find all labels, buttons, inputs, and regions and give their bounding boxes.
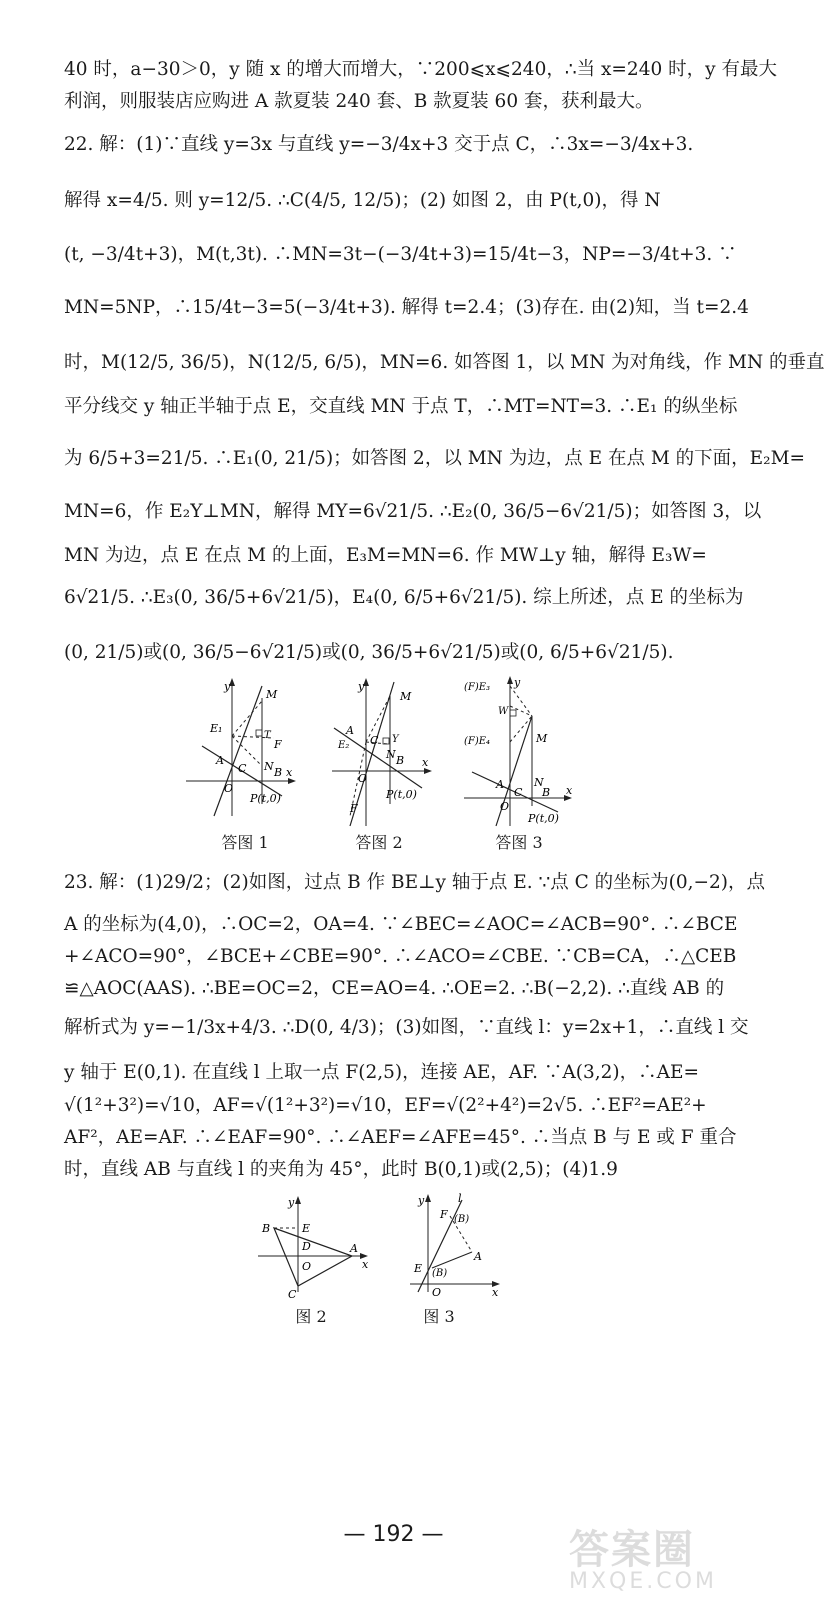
fig-label: y <box>224 680 231 693</box>
fig-label: O <box>302 1260 312 1273</box>
fig-label: C <box>370 734 379 747</box>
fig-label: F <box>274 738 282 751</box>
fig-label: M <box>400 690 412 703</box>
fig-label: C <box>514 786 523 799</box>
text-line: 平分线交 y 轴正半轴于点 E，交直线 MN 于点 T，∴MT=NT=3. ∴E₁ 的纵坐标 <box>64 396 738 417</box>
fig-label: (F)E₃ <box>464 682 491 693</box>
fig-label: x <box>286 766 293 779</box>
fig-label: l <box>458 1192 462 1205</box>
text-line: ≌△AOC(AAS). ∴BE=OC=2，CE=AO=4. ∴OE=2. ∴B(−2,2). ∴直线 AB 的 <box>64 978 725 999</box>
text-line: MN=6，作 E₂Y⊥MN，解得 MY=6√21/5. ∴E₂(0, 36/5−6√21/5)；如答图 3，以 <box>64 501 762 522</box>
fig-label: O <box>224 782 234 795</box>
fig-label: O <box>432 1286 442 1299</box>
fig-label: x <box>566 784 573 797</box>
figure-23-2 <box>254 1192 374 1302</box>
text-line: AF²，AE=AF. ∴∠EAF=90°. ∴∠AEF=∠AFE=45°. ∴当点 B 与 E 或 F 重合 <box>64 1127 737 1148</box>
fig-label: F <box>440 1208 448 1221</box>
fig-label: (F)E₄ <box>464 736 491 747</box>
fig-label: A <box>496 778 504 791</box>
text-line: 解得 x=4/5. 则 y=12/5. ∴C(4/5, 12/5)；(2) 如图 2，由 P(t,0)，得 N <box>64 190 661 211</box>
fig-label: N <box>534 776 544 789</box>
fig-label: M <box>536 732 548 745</box>
text-line: 22. 解：(1)∵直线 y=3x 与直线 y=−3/4x+3 交于点 C，∴3x=−3/4x+3. <box>64 134 694 155</box>
figure-answer-3 <box>462 676 582 836</box>
text-line: 利润，则服装店应购进 A 款夏装 240 套、B 款夏装 60 套，获利最大。 <box>64 91 654 112</box>
text-line: 为 6/5+3=21/5. ∴E₁(0, 21/5)；如答图 2，以 MN 为边，点 E 在点 M 的下面，E₂M= <box>64 448 806 469</box>
fig-label: W <box>498 706 509 717</box>
fig-label: O <box>358 772 368 785</box>
text-line: y 轴于 E(0,1). 在直线 l 上取一点 F(2,5)，连接 AE，AF. ∵A(3,2)，∴AE= <box>64 1062 699 1083</box>
fig-label: x <box>492 1286 499 1299</box>
figure-answer-2 <box>330 676 440 836</box>
fig-label: P(t,0) <box>528 812 559 825</box>
fig-label: B <box>262 1222 271 1235</box>
fig-label: x <box>422 756 429 769</box>
page-number: — 192 — <box>343 1522 444 1547</box>
fig-label: E <box>414 1262 423 1275</box>
fig-label: C <box>288 1288 297 1301</box>
fig-label: O <box>500 800 510 813</box>
fig-label: E₁ <box>210 722 223 735</box>
text-line: √(1²+3²)=√10，AF=√(1²+3²)=√10，EF=√(2²+4²)=2√5. ∴EF²=AE²+ <box>64 1095 707 1116</box>
fig-label: D <box>302 1240 311 1253</box>
figure-caption: 图 3 <box>423 1307 455 1326</box>
fig-label: E <box>302 1222 311 1235</box>
text-line: 解析式为 y=−1/3x+4/3. ∴D(0, 4/3)；(3)如图，∵直线 l：y=2x+1，∴直线 l 交 <box>64 1017 749 1038</box>
text-line: MN 为边，点 E 在点 M 的上面，E₃M=MN=6. 作 MW⊥y 轴，解得 E₃W= <box>64 545 707 566</box>
fig-label: y <box>288 1196 295 1209</box>
fig-label: x <box>362 1258 369 1271</box>
text-line: MN=5NP，∴15/4t−3=5(−3/4t+3). 解得 t=2.4；(3)存在. 由(2)知，当 t=2.4 <box>64 297 749 318</box>
text-line: 6√21/5. ∴E₃(0, 36/5+6√21/5)，E₄(0, 6/5+6√21/5). 综上所述，点 E 的坐标为 <box>64 587 744 608</box>
watermark-main: 答案圈 <box>569 1527 695 1573</box>
watermark-logo <box>569 1518 769 1594</box>
figure-caption: 答图 1 <box>221 833 269 852</box>
fig-label: F <box>350 802 358 815</box>
figure-caption: 答图 2 <box>355 833 403 852</box>
fig-label: A <box>346 724 354 737</box>
fig-label: A <box>216 754 224 767</box>
fig-label: C <box>238 762 247 775</box>
fig-label: (B) <box>432 1268 448 1279</box>
fig-label: y <box>358 680 365 693</box>
text-line: 时，直线 AB 与直线 l 的夹角为 45°，此时 B(0,1)或(2,5)；(4)1.9 <box>64 1159 618 1180</box>
watermark-sub: MXQE.COM <box>569 1569 717 1594</box>
text-line: A 的坐标为(4,0)，∴OC=2，OA=4. ∵∠BEC=∠AOC=∠ACB=90°. ∴∠BCE <box>64 914 738 935</box>
text-line: (0, 21/5)或(0, 36/5−6√21/5)或(0, 36/5+6√21/5)或(0, 6/5+6√21/5). <box>64 642 674 663</box>
fig-label: A <box>350 1242 358 1255</box>
fig-label: N <box>386 748 396 761</box>
figure-caption: 图 2 <box>295 1307 327 1326</box>
fig-label: y <box>514 676 521 689</box>
figure-23-3 <box>402 1192 512 1302</box>
fig-label: T <box>264 730 271 741</box>
text-line: 40 时，a−30＞0，y 随 x 的增大而增大，∵200⩽x⩽240，∴当 x=240 时，y 有最大 <box>64 59 777 80</box>
fig-label: B <box>542 786 551 799</box>
text-line: +∠ACO=90°，∠BCE+∠CBE=90°. ∴∠ACO=∠CBE. ∵CB=CA，∴△CEB <box>64 946 737 967</box>
fig-label: A <box>474 1250 482 1263</box>
fig-label: Y <box>392 734 399 745</box>
fig-label: P(t,0) <box>250 792 281 805</box>
fig-label: B <box>274 766 283 779</box>
fig-label: M <box>266 688 278 701</box>
figure-answer-1 <box>182 676 302 826</box>
fig-label: y <box>418 1194 425 1207</box>
text-line: (t, −3/4t+3)，M(t,3t). ∴MN=3t−(−3/4t+3)=15/4t−3，NP=−3/4t+3. ∵ <box>64 244 737 265</box>
text-line: 时，M(12/5, 36/5)，N(12/5, 6/5)，MN=6. 如答图 1，以 MN 为对角线，作 MN 的垂直 <box>64 352 825 373</box>
fig-label: N <box>264 760 274 773</box>
fig-label: B <box>396 754 405 767</box>
fig-label: (B) <box>454 1214 470 1225</box>
figure-caption: 答图 3 <box>495 833 543 852</box>
fig-label: P(t,0) <box>386 788 417 801</box>
text-line: 23. 解：(1)29/2；(2)如图，过点 B 作 BE⊥y 轴于点 E. ∵点 C 的坐标为(0,−2)，点 <box>64 872 766 893</box>
fig-label: E₂ <box>338 740 350 751</box>
